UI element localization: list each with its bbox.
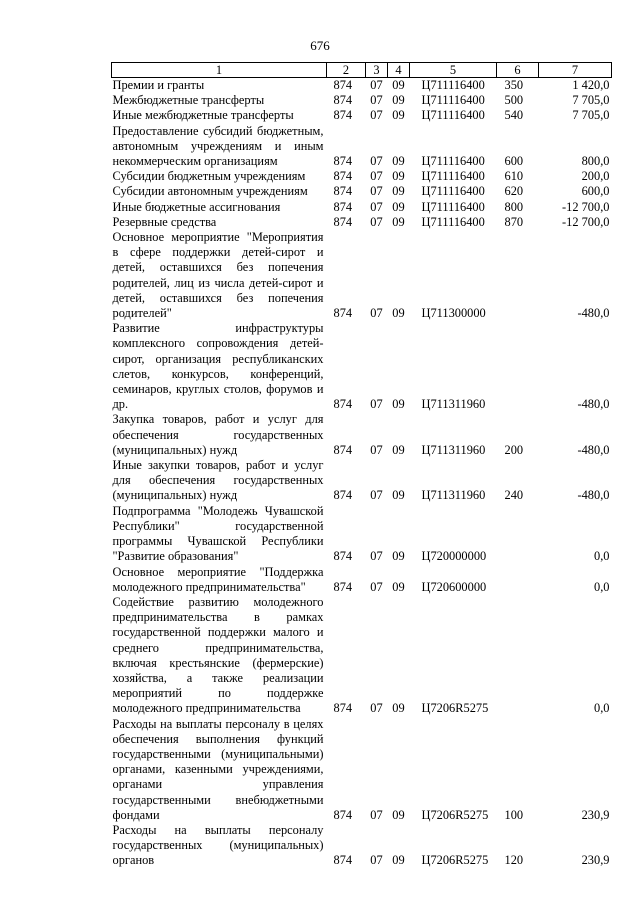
row-amount: -12 700,0	[562, 214, 610, 229]
row-target-code: Ц711116400	[421, 154, 485, 169]
row-ved-code: 874	[333, 397, 353, 412]
table-row	[112, 78, 612, 94]
row-expense-type: 350	[504, 78, 524, 92]
row-name: Субсидии бюджетным учреждениям	[112, 169, 306, 184]
row-name: Закупка товаров, работ и услуг для обеспечения государственных (муниципальных) нужд	[112, 412, 324, 457]
table-row	[112, 108, 612, 123]
row-ved-code: 874	[333, 442, 353, 457]
row-amount: 7 705,0	[572, 93, 610, 108]
row-subsection: 09	[392, 78, 405, 92]
row-expense-type: 600	[504, 154, 524, 169]
row-expense-type	[497, 565, 539, 595]
row-section: 07	[370, 306, 383, 321]
row-section: 07	[370, 397, 383, 412]
row-subsection: 09	[392, 807, 405, 822]
row-target-code: Ц711311960	[421, 397, 486, 412]
col-header-vr: 6	[497, 63, 539, 78]
row-target-code: Ц711116400	[421, 199, 485, 214]
row-target-code: Ц711311960	[421, 488, 486, 503]
header-row	[112, 63, 612, 78]
row-name: Основное мероприятие "Поддержка молодежного предпринимательства"	[112, 564, 324, 594]
row-amount: 7 705,0	[572, 108, 610, 123]
row-ved-code: 874	[333, 199, 353, 214]
row-subsection: 09	[392, 701, 405, 716]
col-header-csr: 5	[410, 63, 497, 78]
row-amount: 1 420,0	[572, 78, 610, 92]
row-amount: 800,0	[581, 154, 610, 169]
row-amount: 0,0	[594, 549, 610, 564]
row-name: Развитие инфраструктуры комплексного сопровождения детей-сирот, организация республиканских слетов, конкурсов, конференций, семинаров, круглых столов, форумов и др.	[112, 321, 324, 412]
row-section: 07	[370, 701, 383, 716]
row-subsection: 09	[392, 184, 405, 199]
table-row	[112, 93, 612, 108]
row-target-code: Ц711116400	[421, 169, 485, 184]
row-name: Межбюджетные трансферты	[112, 93, 265, 108]
row-ved-code: 874	[333, 853, 353, 868]
row-expense-type	[497, 321, 539, 412]
row-name: Предоставление субсидий бюджетным, автономным учреждениям и иным некоммерческим организациям	[112, 123, 324, 169]
page-number: 676	[310, 38, 330, 53]
table-row	[112, 230, 612, 321]
row-name: Расходы на выплаты персоналу государственных (муниципальных) органов	[112, 822, 324, 868]
row-section: 07	[370, 214, 383, 229]
row-amount: 0,0	[594, 701, 610, 716]
row-subsection: 09	[392, 442, 405, 457]
row-section: 07	[370, 853, 383, 868]
row-target-code: Ц7206R5275	[421, 853, 489, 868]
table-row	[112, 823, 612, 869]
row-subsection: 09	[392, 397, 405, 412]
table-row	[112, 412, 612, 458]
row-subsection: 09	[392, 154, 405, 169]
row-amount: 200,0	[581, 169, 610, 184]
row-name: Резервные средства	[112, 214, 217, 229]
col-header-rz: 3	[366, 63, 388, 78]
row-amount: 0,0	[594, 579, 610, 594]
row-expense-type	[497, 230, 539, 321]
row-subsection: 09	[392, 93, 405, 108]
row-section: 07	[370, 108, 383, 123]
table-row	[112, 200, 612, 215]
table-row	[112, 504, 612, 565]
row-expense-type: 540	[504, 108, 524, 123]
col-header-ved: 2	[327, 63, 366, 78]
row-ved-code: 874	[333, 549, 353, 564]
row-ved-code: 874	[333, 306, 353, 321]
row-subsection: 09	[392, 214, 405, 229]
row-expense-type: 240	[504, 488, 524, 503]
row-section: 07	[370, 169, 383, 184]
row-expense-type: 200	[504, 442, 524, 457]
row-subsection: 09	[392, 579, 405, 594]
row-amount: -12 700,0	[562, 199, 610, 214]
row-target-code: Ц720600000	[421, 579, 487, 594]
row-ved-code: 874	[333, 184, 353, 199]
row-amount: 600,0	[581, 184, 610, 199]
row-target-code: Ц720000000	[421, 549, 487, 564]
row-ved-code: 874	[333, 108, 353, 123]
table-row	[112, 321, 612, 412]
budget-table	[111, 62, 612, 869]
row-expense-type: 100	[504, 807, 524, 822]
table-row	[112, 595, 612, 717]
row-target-code: Ц711116400	[421, 214, 485, 229]
row-section: 07	[370, 549, 383, 564]
row-ved-code: 874	[333, 154, 353, 169]
row-expense-type: 800	[504, 199, 524, 214]
row-ved-code: 874	[333, 579, 353, 594]
row-section: 07	[370, 184, 383, 199]
row-name: Основное мероприятие "Мероприятия в сфере поддержки детей-сирот и детей, оставшихся без попечения родителей, лиц из числа детей-сирот и детей, оставшихся без попечения родителей"	[112, 230, 324, 321]
row-section: 07	[370, 807, 383, 822]
row-target-code: Ц711116400	[421, 78, 485, 92]
row-subsection: 09	[392, 853, 405, 868]
row-expense-type: 620	[504, 184, 524, 199]
row-name: Расходы на выплаты персоналу в целях обеспечения выполнения функций государственными (муниципальными) органами, казенными учреждениями, органами управления государственными внебюджетными фондами	[112, 716, 324, 822]
row-section: 07	[370, 154, 383, 169]
row-amount: -480,0	[577, 306, 610, 321]
row-amount: 230,9	[581, 807, 610, 822]
row-expense-type: 870	[504, 214, 524, 229]
row-ved-code: 874	[333, 701, 353, 716]
row-target-code: Ц7206R5275	[421, 701, 489, 716]
row-subsection: 09	[392, 169, 405, 184]
row-target-code: Ц7206R5275	[421, 807, 489, 822]
row-subsection: 09	[392, 549, 405, 564]
table-body	[112, 78, 612, 869]
row-section: 07	[370, 442, 383, 457]
row-name: Иные закупки товаров, работ и услуг для обеспечения государственных (муниципальных) нужд	[112, 458, 324, 503]
row-name: Премии и гранты	[112, 78, 205, 92]
row-ved-code: 874	[333, 488, 353, 503]
row-name: Иные бюджетные ассигнования	[112, 199, 281, 214]
row-subsection: 09	[392, 199, 405, 214]
row-section: 07	[370, 579, 383, 594]
row-amount: -480,0	[577, 397, 610, 412]
row-name: Субсидии автономным учреждениям	[112, 184, 308, 199]
row-target-code: Ц711311960	[421, 442, 486, 457]
table-header	[112, 63, 612, 78]
col-header-sum: 7	[539, 63, 612, 78]
row-ved-code: 874	[333, 214, 353, 229]
row-amount: -480,0	[577, 488, 610, 503]
row-subsection: 09	[392, 306, 405, 321]
row-section: 07	[370, 199, 383, 214]
row-section: 07	[370, 93, 383, 108]
row-name: Подпрограмма "Молодежь Чувашской Республики" государственной программы Чувашской Республики "Развитие образования"	[112, 503, 324, 564]
row-ved-code: 874	[333, 78, 353, 92]
row-name: Содействие развитию молодежного предпринимательства в рамках государственной поддержки малого и среднего предпринимательства, включая крестьянские (фермерские) хозяйства, а также реализации мероприятий по поддержке молодежного предпринимательства	[112, 594, 324, 716]
row-expense-type: 500	[504, 93, 524, 108]
table-row	[112, 565, 612, 595]
table-row	[112, 215, 612, 230]
table-row	[112, 124, 612, 170]
row-ved-code: 874	[333, 807, 353, 822]
row-expense-type	[497, 504, 539, 565]
row-name: Иные межбюджетные трансферты	[112, 108, 294, 123]
row-amount: 230,9	[581, 853, 610, 868]
row-subsection: 09	[392, 108, 405, 123]
col-header-name: 1	[112, 63, 327, 78]
row-target-code: Ц711300000	[421, 306, 486, 321]
row-ved-code: 874	[333, 93, 353, 108]
row-expense-type	[497, 595, 539, 717]
table-row	[112, 458, 612, 504]
row-target-code: Ц711116400	[421, 108, 485, 123]
row-target-code: Ц711116400	[421, 93, 485, 108]
table-row	[112, 717, 612, 823]
row-section: 07	[370, 78, 383, 92]
row-target-code: Ц711116400	[421, 184, 485, 199]
row-expense-type: 610	[504, 169, 524, 184]
row-ved-code: 874	[333, 169, 353, 184]
row-section: 07	[370, 488, 383, 503]
row-expense-type: 120	[504, 853, 524, 868]
row-amount: -480,0	[577, 442, 610, 457]
col-header-pr: 4	[388, 63, 410, 78]
row-subsection: 09	[392, 488, 405, 503]
table-row	[112, 184, 612, 199]
table-row	[112, 169, 612, 184]
